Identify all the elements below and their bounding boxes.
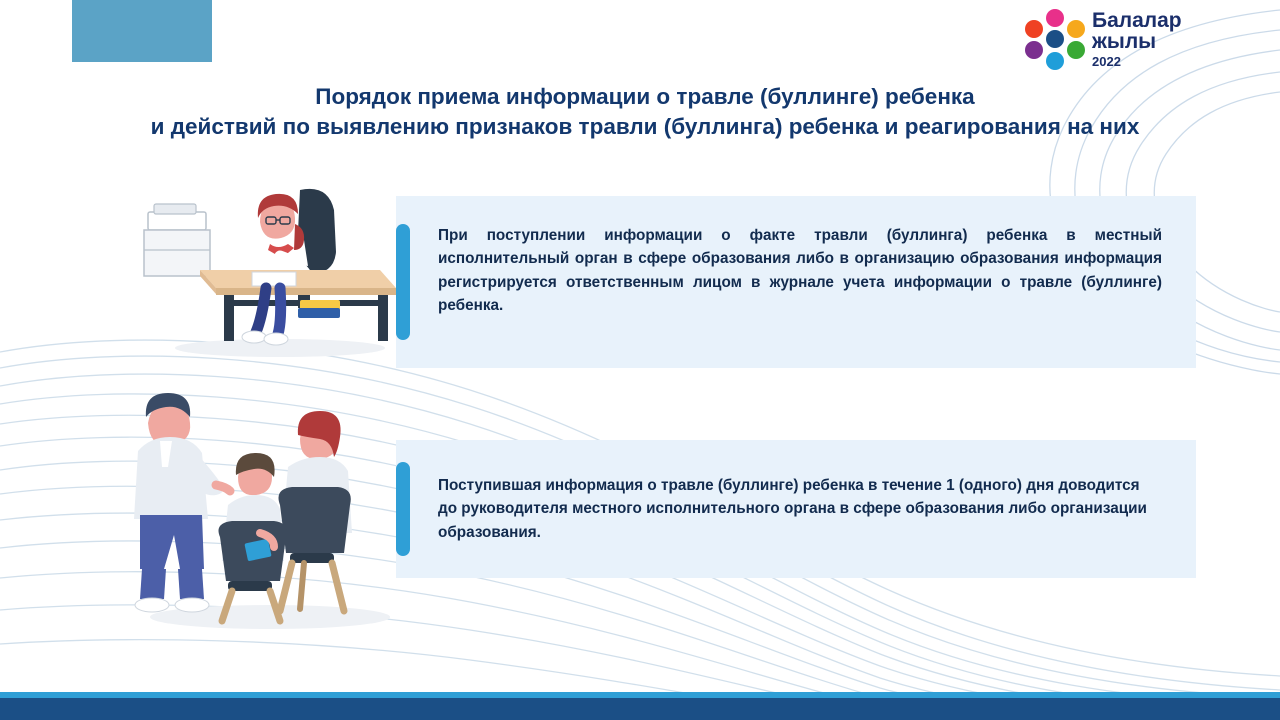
logo-text: [1092, 10, 1182, 68]
info-card-1-text: При поступлении информации о факте травли (буллинга) ребенка в местный исполнительный орган в сфере образования либо в организацию образования информация регистрируется ответственным лицом в журнале учета информации о травле (буллинге) ребенка.: [438, 227, 1162, 314]
info-card-2-text: Поступившая информация о травле (буллинге) ребенка в течение 1 (одного) дня доводится до руководителя местного исполнительного органа в сфере образования либо организации образования.: [438, 477, 1147, 541]
bottom-bar: [0, 698, 1280, 720]
balalar-zhyly-logo-icon: [1024, 8, 1086, 70]
teacher-with-students-illustration: [120, 355, 410, 635]
woman-at-desk-illustration: [140, 160, 400, 360]
page-title: [40, 82, 1250, 142]
card-accent-bar: [396, 224, 410, 340]
logo-year: 2022: [1092, 53, 1121, 69]
info-card-1: [396, 196, 1196, 368]
title-line-1: Порядок приема информации о травле (буллинге) ребенка: [315, 84, 975, 109]
info-card-2: [396, 440, 1196, 578]
logo-line-1: Балалар: [1092, 9, 1182, 32]
logo: [1024, 6, 1254, 76]
title-line-2: и действий по выявлению признаков травли (буллинга) ребенка и реагирования на них: [150, 113, 1140, 139]
corner-accent-block: [72, 0, 212, 62]
card-accent-bar: [396, 462, 410, 556]
logo-line-2: жылы: [1092, 30, 1157, 54]
